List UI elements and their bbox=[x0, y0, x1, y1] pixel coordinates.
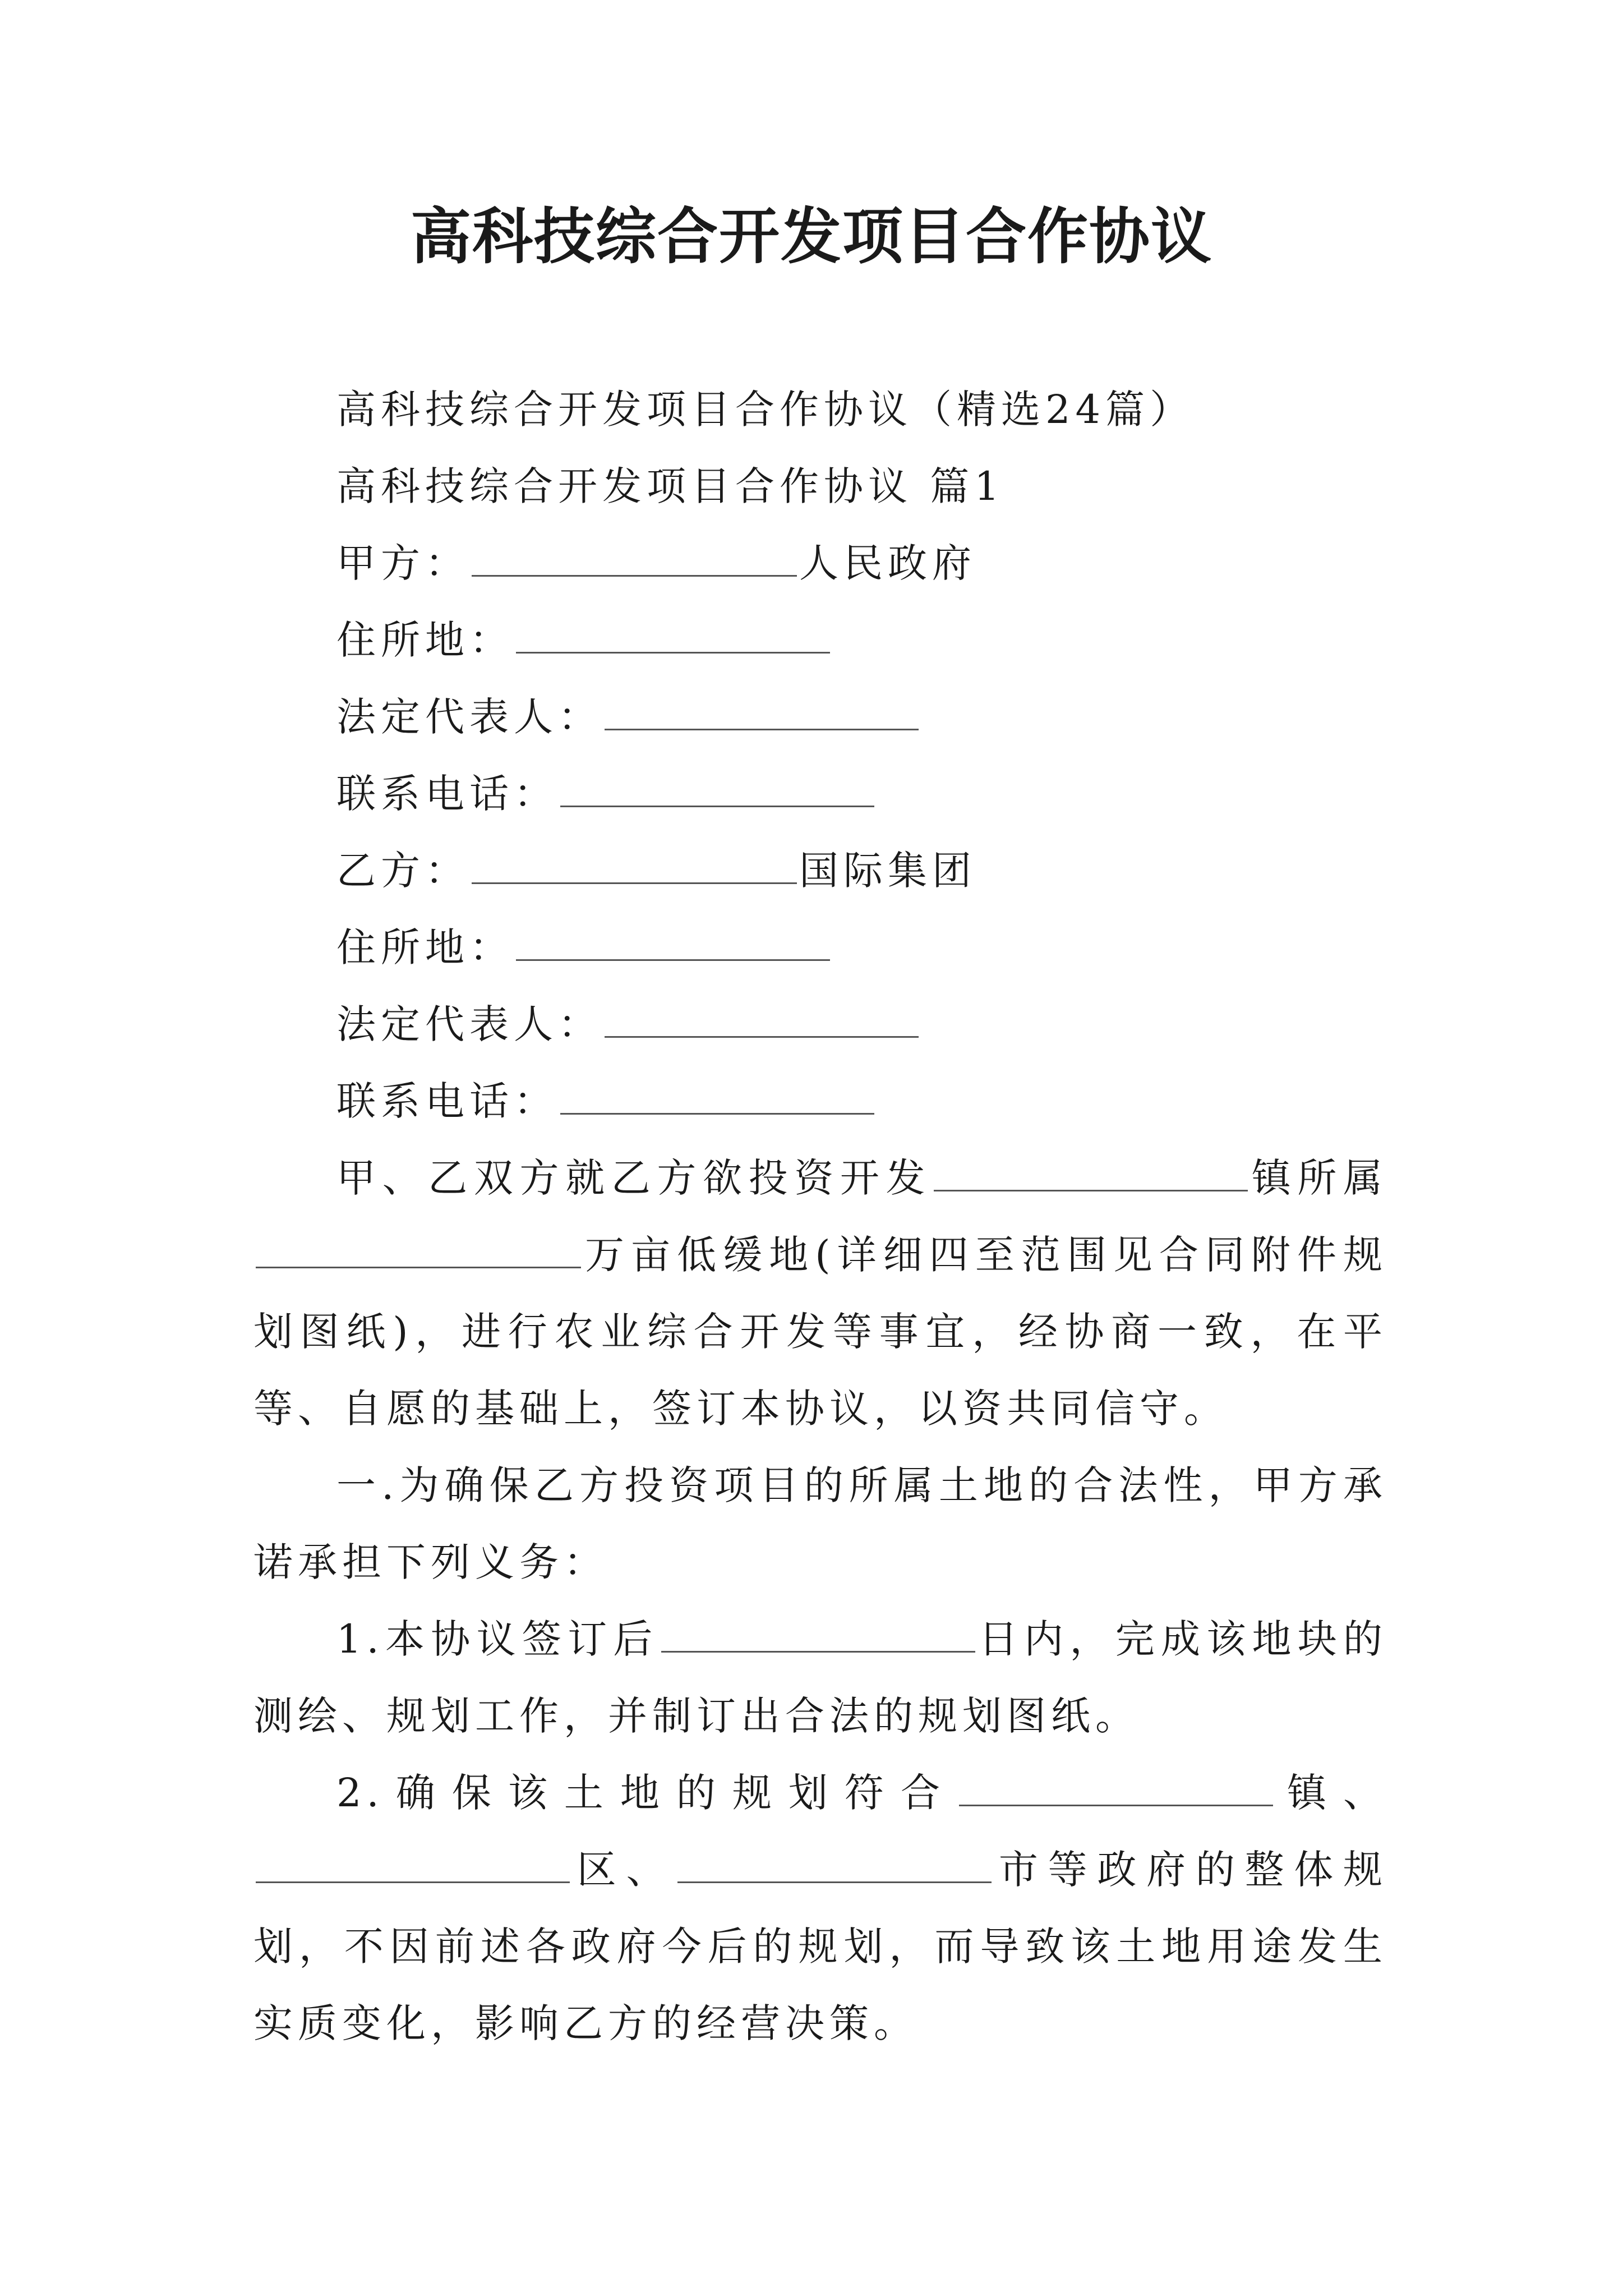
item-2-city-blank bbox=[677, 1849, 992, 1883]
section-title: 高科技综合开发项目合作协议 篇1 bbox=[336, 463, 1004, 509]
party-a-phone-label: 联系电话： bbox=[336, 771, 558, 817]
party-b-rep-label: 法定代表人： bbox=[336, 1001, 602, 1047]
intro-location-blank bbox=[934, 1157, 1248, 1191]
document-title: 高科技综合开发项目合作协议 bbox=[410, 201, 1212, 272]
party-a-phone-line bbox=[253, 756, 1387, 832]
party-a-rep-label: 法定代表人： bbox=[336, 694, 602, 740]
item-2-paragraph bbox=[253, 1755, 1387, 2062]
party-b-suffix: 国际集团 bbox=[799, 848, 976, 894]
item-1-paragraph bbox=[253, 1601, 1387, 1755]
party-a-address-line bbox=[253, 602, 1387, 679]
item-2-text-3: 区、 bbox=[572, 1847, 676, 1893]
item-2-text-2: 镇、 bbox=[1275, 1770, 1387, 1816]
item-2-district-blank bbox=[256, 1849, 570, 1883]
party-a-suffix: 人民政府 bbox=[799, 540, 976, 586]
party-a-rep-blank bbox=[605, 696, 919, 730]
party-a-rep-line bbox=[253, 679, 1387, 756]
party-b-address-label: 住所地： bbox=[336, 924, 514, 970]
party-a-label: 甲方： bbox=[336, 540, 469, 586]
party-a-line bbox=[253, 525, 1387, 602]
intro-text-2: 镇所属 bbox=[1250, 1155, 1387, 1201]
item-2-text-1: 2.确保该土地的规划符合 bbox=[336, 1770, 957, 1816]
item-2-town-blank bbox=[959, 1772, 1273, 1806]
party-b-line bbox=[253, 832, 1387, 909]
party-b-rep-blank bbox=[605, 1004, 919, 1038]
intro-area-blank bbox=[256, 1234, 581, 1268]
party-b-name-blank bbox=[472, 850, 797, 884]
party-a-name-blank bbox=[472, 542, 797, 577]
party-a-address-blank bbox=[516, 619, 830, 654]
party-b-address-line bbox=[253, 909, 1387, 986]
party-b-phone-line bbox=[253, 1063, 1387, 1140]
item-1-days-blank bbox=[661, 1618, 975, 1653]
clause-1-paragraph: 一.为确保乙方投资项目的所属土地的合法性，甲方承诺承担下列义务： bbox=[253, 1462, 1387, 1585]
party-b-rep-line bbox=[253, 986, 1387, 1063]
party-b-label: 乙方： bbox=[336, 848, 469, 894]
intro-paragraph bbox=[253, 1140, 1387, 1447]
item-1-text-1: 1.本协议签订后 bbox=[336, 1616, 659, 1662]
document-subtitle: 高科技综合开发项目合作协议（精选24篇） bbox=[336, 386, 1195, 432]
party-a-phone-blank bbox=[560, 773, 874, 807]
item-2-text-4: 市等政府的整体规划，不因前述各政府今后的规划，而导致该土地用途发生实质变化，影响乙方的经营决策。 bbox=[253, 1847, 1388, 2046]
party-b-address-blank bbox=[516, 927, 830, 961]
document-body bbox=[253, 371, 1387, 2062]
party-a-address-label: 住所地： bbox=[336, 617, 514, 663]
party-b-phone-blank bbox=[560, 1080, 874, 1115]
intro-text-3: 万亩低缓地(详细四至范围见合同附件规划图纸)，进行农业综合开发等事宜，经协商一致，在平等、自愿的基础上，签订本协议，以资共同信守。 bbox=[253, 1232, 1387, 1432]
party-b-phone-label: 联系电话： bbox=[336, 1078, 558, 1124]
item-1-text-2: 日内，完成该地块的测绘、规划工作，并制订出合法的规划图纸。 bbox=[253, 1616, 1388, 1739]
intro-text-1: 甲、乙双方就乙方欲投资开发 bbox=[336, 1155, 932, 1201]
